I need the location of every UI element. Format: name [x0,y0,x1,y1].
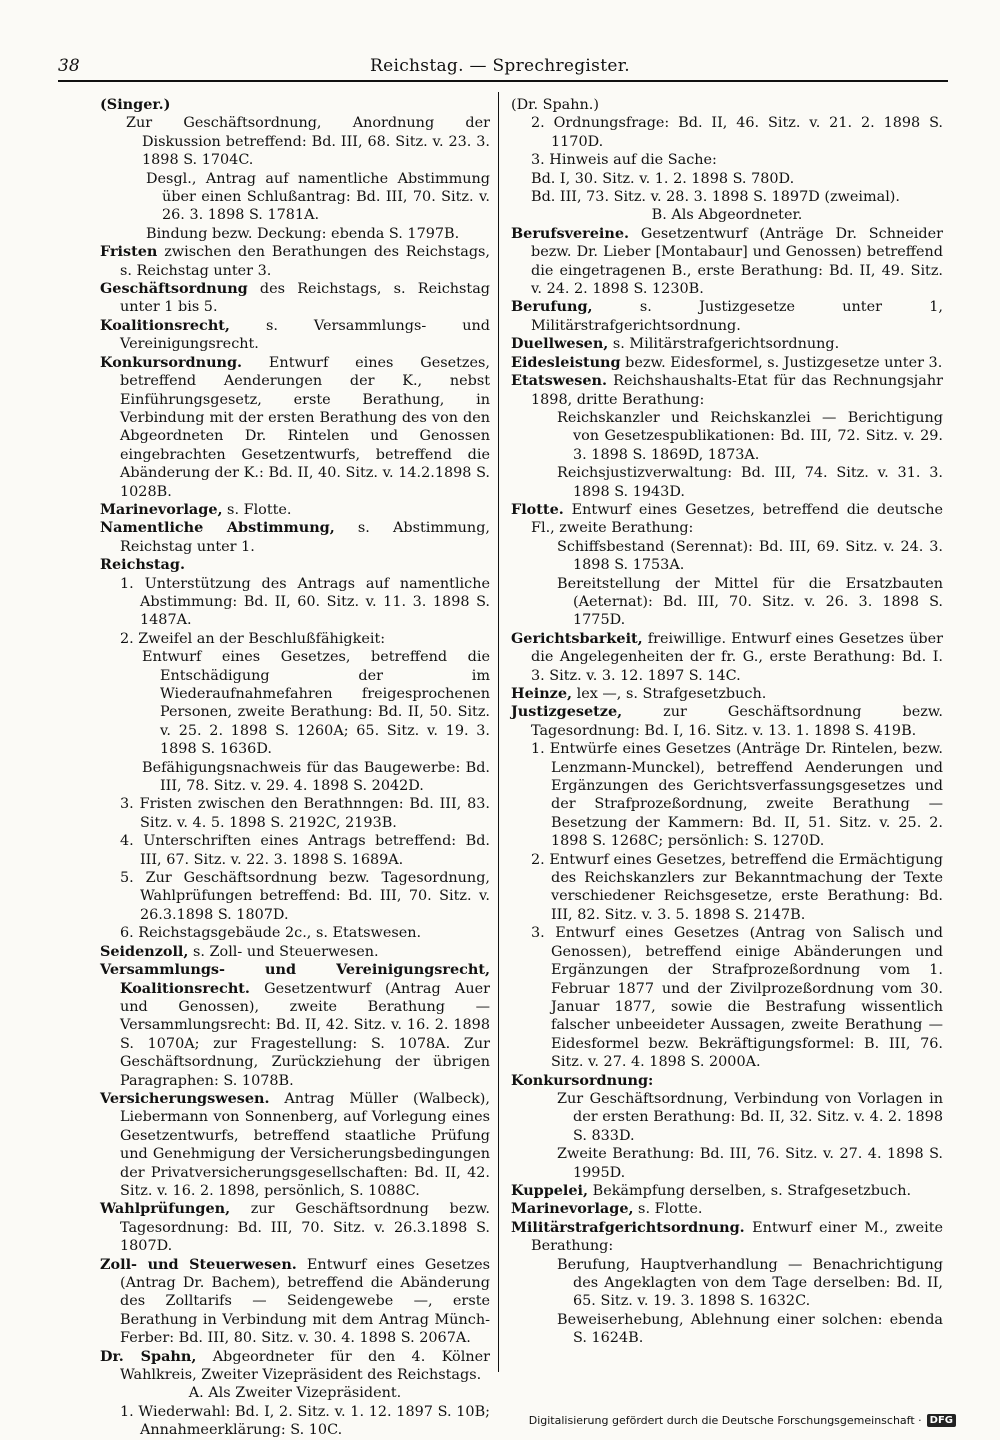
index-entry [100,354,490,501]
entry-keyword: Duellwesen, [511,335,609,353]
index-entry [100,1200,490,1255]
entry-keyword: Wahlprüfungen, [100,1200,231,1218]
entry-text: 5. Zur Geschäftsordnung bezw. Tagesordnung, Wahlprüfungen betreffend: Bd. III, 70. Sitz. v. 26.3.1898 S. 1807D. [120,870,490,923]
entry-text: Entwurf eines Gesetzes, betreffend die deutsche Fl., zweite Berathung: [531,501,943,537]
entry-text: Entwurf eines Gesetzes (Antrag Dr. Bachem), betreffend die Abänderung des Zolltarifs — Seidengewebe —, erste Berathung in Verbindung mit dem Antrag Münch-Ferber: Bd. III, 80. Sitz. v. 30. 4. 1898 S. 2067A. [120,1256,490,1347]
column-divider [498,92,499,1372]
entry-text: Zur Geschäftsordnung, Verbindung von Vorlagen in der ersten Berathung: Bd. II, 32. Sitz. v. 4. 2. 1898 S. 833D. [557,1090,943,1144]
entry-keyword: Zoll- und Steuerwesen. [100,1255,297,1273]
footer-credit [529,1414,956,1427]
entry-text: 2. Entwurf eines Gesetzes, betreffend die Ermächtigung des Reichskanzlers zur Bekanntmachung der Texte verschiedener Reichsgesetze, erste Berathung: Bd. III, 82. Sitz. v. 3. 5. 1898 S. 2147B. [531,851,943,923]
index-entry [511,151,943,169]
index-entry [100,759,490,796]
entry-text: s. Flotte. [222,501,292,518]
entry-text: 6. Reichstagsgebäude 2c., s. Etatswesen. [120,925,422,942]
index-entry [511,1219,943,1256]
entry-keyword: Heinze, [511,685,573,702]
entry-keyword: Geschäftsordnung [100,280,248,298]
dfg-logo: DFG [927,1414,956,1427]
entry-text: Reichshaushalts-Etat für das Rechnungsjahr 1898, dritte Berathung: [531,373,943,408]
entry-text: Gesetzentwurf (Anträge Dr. Schneider bezw. Dr. Lieber [Montabaur] und Genossen) betreffend die eingetragenen B., erste Berathung: Bd. II, 49. Sitz. v. 24. 2. 1898 S. 1230B. [531,225,943,298]
entry-text: Berufung, Hauptverhandlung — Benachrichtigung des Angeklagten von dem Tage derselben: Bd. II, 65. Sitz. v. 19. 3. 1898 S. 1632C. [557,1256,943,1310]
entry-text: zwischen den Berathungen des Reichstags, s. Reichstag unter 3. [120,244,490,279]
right-column [511,96,943,1348]
index-entry [100,280,490,317]
entry-text: Zur Geschäftsordnung, Anordnung der Diskussion betreffend: Bd. III, 68. Sitz. v. 23. 3. 1898 S. 1704C. [126,115,490,169]
entry-text: Bd. I, 30. Sitz. v. 1. 2. 1898 S. 780D. [531,170,795,187]
index-entry [511,170,943,188]
index-entry [100,170,490,225]
index-entry [100,575,490,630]
entry-text: Abgeordneter für den 4. Kölner Wahlkreis, Zweiter Vizepräsident des Reichstags. [120,1348,490,1384]
index-entry [100,96,490,114]
index-entry [511,96,943,114]
index-entry [100,519,490,556]
index-entry [511,206,943,224]
index-entry [100,114,490,169]
index-entry [511,114,943,151]
entry-text: zur Geschäftsordnung bezw. Tagesordnung: Bd. III, 70. Sitz. v. 26.3.1898 S. 1807D. [120,1201,490,1255]
entry-keyword: Koalitionsrecht, [100,316,230,334]
footer-credit-text: Digitalisierung gefördert durch die Deutsche Forschungsgemeinschaft · [528,1414,922,1427]
index-entry [511,1200,943,1218]
entry-text: Bekämpfung derselben, s. Strafgesetzbuch. [588,1182,912,1199]
entry-text: s. Zoll- und Steuerwesen. [188,943,379,960]
left-column [100,96,490,1440]
entry-keyword: Reichstag. [100,556,185,574]
entry-text: s. Versammlungs- und Vereinigungsrecht. [120,317,490,353]
entry-text: Bindung bezw. Deckung: ebenda S. 1797B. [146,225,460,242]
entry-keyword: Etatswesen. [511,372,607,390]
index-entry [100,1384,490,1402]
index-entry [511,335,943,353]
entry-text: s. Abstimmung, Reichstag unter 1. [120,520,490,555]
index-entry [511,924,943,1071]
index-entry [511,188,943,206]
index-entry [100,501,490,519]
index-entry [100,556,490,574]
entry-keyword: Fristen [100,243,158,261]
index-entry [511,501,943,538]
entry-text: Entwurf eines Gesetzes, betreffend Aenderungen der K., nebst Einführungsgesetz, erste Berathung, in Verbindung mit der ersten Berathung des von den Abgeordneten Dr. Rintelen und Genossen eingebrachten Gesetzentwurfs, betreffend die Abänderung der K.: Bd. II, 40. Sitz. v. 14.2.1898 S. 1028B. [120,354,490,500]
index-entry [100,795,490,832]
index-entry [511,703,943,740]
index-entry [100,317,490,354]
entry-text: 2. Ordnungsfrage: Bd. II, 46. Sitz. v. 21. 2. 1898 S. 1170D. [531,115,943,150]
index-entry [511,1145,943,1182]
header-rule [58,80,948,82]
entry-keyword: Justizgesetze, [511,703,623,721]
entry-text: 1. Wiederwahl: Bd. I, 2. Sitz. v. 1. 12. 1897 S. 10B; Annahmeerklärung: S. 10C. [120,1403,490,1439]
entry-keyword: Versammlungs- und Vereinigungsrecht, Koalitionsrecht. [100,961,490,997]
entry-keyword: Eidesleistung [511,353,621,371]
index-entry [511,1311,943,1348]
index-entry [511,538,943,575]
entry-text: B. Als Abgeordneter. [651,207,803,224]
index-entry [511,1256,943,1311]
entry-text: 4. Unterschriften eines Antrags betreffend: Bd. III, 67. Sitz. v. 22. 3. 1898 S. 1689A. [120,833,490,868]
entry-text: 2. Zweifel an der Beschlußfähigkeit: [120,630,386,647]
entry-text: Schiffsbestand (Serennat): Bd. III, 69. Sitz. v. 24. 3. 1898 S. 1753A. [557,538,943,574]
entry-keyword: Berufsvereine. [511,224,630,242]
entry-text: Beweiserhebung, Ablehnung einer solchen: ebenda S. 1624B. [557,1311,943,1347]
entry-text: freiwillige. Entwurf eines Gesetzes über die Angelegenheiten der fr. G., erste Berathung: Bd. I. 3. Sitz. v. 3. 12. 1897 S. 14C. [531,630,943,684]
index-entry [511,225,943,299]
entry-keyword: Marinevorlage, [100,500,223,518]
entry-keyword: Berufung, [511,298,593,316]
entry-text: Desgl., Antrag auf namentliche Abstimmung über einen Schlußantrag: Bd. III, 70. Sitz. v. 26. 3. 1898 S. 1781A. [146,170,490,224]
index-entry [100,1256,490,1348]
index-entry [511,740,943,850]
entry-text: 1. Unterstützung des Antrags auf namentliche Abstimmung: Bd. II, 60. Sitz. v. 11. 3. 1898 S. 1487A. [120,575,490,629]
entry-text: Zweite Berathung: Bd. III, 76. Sitz. v. 27. 4. 1898 S. 1995D. [557,1146,943,1181]
index-entry [100,961,490,1090]
entry-text: s. Justizgesetze unter 1, Militärstrafgerichtsordnung. [531,299,943,334]
index-entry [100,832,490,869]
index-entry [511,464,943,501]
index-entry [100,1403,490,1440]
index-entry [511,372,943,409]
entry-text: Entwurf einer M., zweite Berathung: [531,1219,943,1255]
index-entry [100,630,490,648]
entry-keyword: Kuppelei, [511,1181,589,1199]
page-number: 38 [58,56,80,76]
entry-text: Befähigungsnachweis für das Baugewerbe: Bd. III, 78. Sitz. v. 29. 4. 1898 S. 2042D. [142,759,490,795]
index-entry [100,1090,490,1200]
index-entry [511,354,943,372]
entry-text: Reichskanzler und Reichskanzlei — Berichtigung von Gesetzespublikationen: Bd. III, 72. Sitz. v. 29. 3. 1898 S. 1869D, 1873A. [557,409,943,463]
index-entry [100,943,490,961]
entry-text: 3. Fristen zwischen den Berathnngen: Bd. III, 83. Sitz. v. 4. 5. 1898 S. 2192C, 2193B. [120,796,490,831]
index-entry [511,1182,943,1200]
entry-text: lex —, s. Strafgesetzbuch. [572,686,767,702]
entry-keyword: Dr. Spahn, [100,1347,197,1365]
entry-keyword: Konkursordnung. [100,353,243,371]
entry-keyword: Militärstrafgerichtsordnung. [511,1218,745,1236]
entry-keyword: Marinevorlage, [511,1200,634,1218]
entry-text: Reichsjustizverwaltung: Bd. III, 74. Sitz. v. 31. 3. 1898 S. 1943D. [557,465,943,500]
entry-text: 1. Entwürfe eines Gesetzes (Anträge Dr. Rintelen, bezw. Lenzmann-Munckel), betreffend Aenderungen und Ergänzungen des Gerichtsverfassungsgesetzes und der Strafprozeßordnung, zweite Berathung — Besetzung der Kammern: Bd. II, 51. Sitz. v. 25. 2. 1898 S. 1268C; persönlich: S. 1270D. [531,741,943,850]
entry-text: 3. Entwurf eines Gesetzes (Antrag von Salisch und Genossen), betreffend einige Abänderungen und Ergänzungen der Strafprozeßordnung vom 1. Februar 1877 und der Zivilprozeßordnung vom 30. Januar 1877, sowie die Bestrafung wissentlich falscher unbeeideter Aussagen, zweite Berathung — Eidesformel bezw. Bekräftigungsformel: B. III, 76. Sitz. v. 27. 4. 1898 S. 2000A. [531,925,943,1071]
entry-text: (Dr. Spahn.) [511,97,599,113]
index-entry [100,924,490,942]
entry-text: Gesetzentwurf (Antrag Auer und Genossen), zweite Berathung — Versammlungsrecht: Bd. II, 42. Sitz. v. 16. 2. 1898 S. 1070A; zur Fragestellung: S. 1078A. Zur Geschäftsordnung, Zurückziehung der übrigen Paragraphen: S. 1078B. [120,980,490,1089]
index-entry [511,298,943,335]
entry-text: Bd. III, 73. Sitz. v. 28. 3. 1898 S. 1897D (zweimal). [531,189,900,206]
entry-text: 3. Hinweis auf die Sache: [531,152,717,169]
index-entry [511,1072,943,1090]
index-entry [511,1090,943,1145]
entry-text: des Reichstags, s. Reichstag unter 1 bis 5. [120,281,490,316]
running-title: Reichstag. — Sprechregister. [370,56,630,76]
index-entry [511,409,943,464]
index-entry [100,648,490,758]
index-entry [100,1348,490,1385]
index-entry [511,630,943,685]
entry-keyword: Konkursordnung: [511,1071,654,1089]
entry-keyword: Versicherungswesen. [100,1089,270,1107]
entry-keyword: (Singer.) [100,96,171,113]
entry-text: s. Militärstrafgerichtsordnung. [608,336,840,353]
entry-text: Bereitstellung der Mittel für die Ersatzbauten (Aeternat): Bd. III, 70. Sitz. v. 26. 3. 1898 S. 1775D. [557,575,943,629]
entry-text: bezw. Eidesformel, s. Justizgesetze unter 3. [620,354,943,371]
entry-text: Antrag Müller (Walbeck), Liebermann von Sonnenberg, auf Vorlegung eines Gesetzentwurfs, betreffend staatliche Prüfung und Genehmigung der Versicherungsbedingungen der Privatversicherungsgesellschaften: Bd. II, 42. Sitz. v. 16. 2. 1898, persönlich, S. 1088C. [120,1090,490,1199]
index-entry [100,225,490,243]
index-entry [100,869,490,924]
index-entry [511,851,943,925]
entry-keyword: Namentliche Abstimmung, [100,519,335,537]
entry-keyword: Gerichtsbarkeit, [511,629,643,647]
index-entry [511,685,943,703]
index-entry [511,575,943,630]
entry-text: s. Flotte. [633,1201,703,1218]
entry-keyword: Flotte. [511,500,564,518]
entry-text: Entwurf eines Gesetzes, betreffend die Entschädigung der im Wiederaufnahmefahren freigesprochenen Personen, zweite Berathung: Bd. II, 50. Sitz. v. 25. 2. 1898 S. 1260A; 65. Sitz. v. 19. 3. 1898 S. 1636D. [142,649,490,758]
entry-keyword: Seidenzoll, [100,942,189,960]
index-entry [100,243,490,280]
entry-text: zur Geschäftsordnung bezw. Tagesordnung: Bd. I, 16. Sitz. v. 13. 1. 1898 S. 419B. [531,704,943,739]
entry-text: A. Als Zweiter Vizepräsident. [188,1385,402,1402]
